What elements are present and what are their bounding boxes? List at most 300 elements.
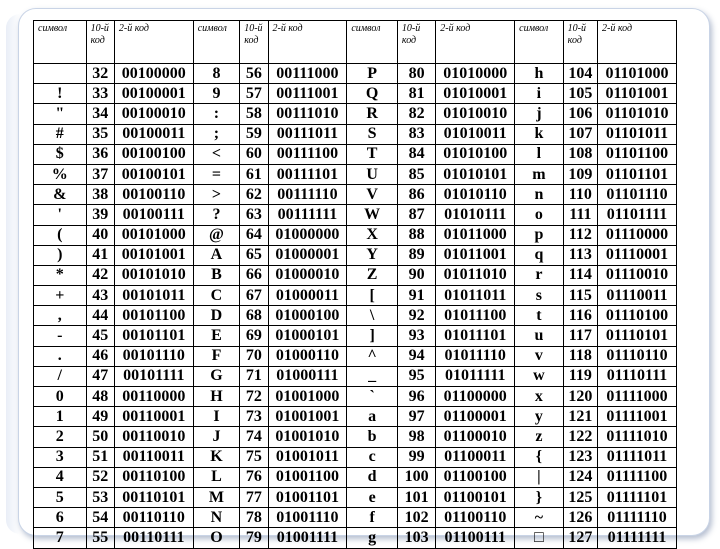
decimal-cell: 73 <box>240 407 268 427</box>
binary-cell: 01101000 <box>598 64 677 84</box>
symbol-cell: C <box>193 286 240 306</box>
binary-cell: 01000111 <box>268 366 347 386</box>
decimal-cell: 92 <box>397 306 435 326</box>
symbol-cell: i <box>515 84 564 104</box>
symbol-cell: ] <box>347 326 398 346</box>
binary-cell: 00110011 <box>114 447 193 467</box>
symbol-cell: x <box>515 387 564 407</box>
symbol-cell: - <box>34 326 87 346</box>
decimal-cell: 46 <box>86 346 114 366</box>
symbol-cell: ( <box>34 225 87 245</box>
decimal-cell: 43 <box>86 286 114 306</box>
binary-cell: 00101100 <box>114 306 193 326</box>
col-header-symbol: символ <box>34 21 87 64</box>
decimal-cell: 38 <box>86 185 114 205</box>
decimal-cell: 74 <box>240 427 268 447</box>
decimal-cell: 113 <box>563 245 597 265</box>
col-header-binary: 2-й код <box>268 21 347 64</box>
decimal-cell: 100 <box>397 467 435 487</box>
binary-cell: 00101001 <box>114 245 193 265</box>
decimal-cell: 59 <box>240 124 268 144</box>
decimal-cell: 114 <box>563 265 597 285</box>
binary-cell: 01100111 <box>436 528 515 548</box>
decimal-cell: 70 <box>240 346 268 366</box>
symbol-cell: A <box>193 245 240 265</box>
binary-cell: 01010101 <box>436 164 515 184</box>
binary-cell: 01111111 <box>598 528 677 548</box>
symbol-cell: \ <box>347 306 398 326</box>
decimal-cell: 72 <box>240 387 268 407</box>
symbol-cell: m <box>515 164 564 184</box>
symbol-cell: a <box>347 407 398 427</box>
symbol-cell: X <box>347 225 398 245</box>
binary-cell: 00111111 <box>268 205 347 225</box>
decimal-cell: 103 <box>397 528 435 548</box>
binary-cell: 01111011 <box>598 447 677 467</box>
symbol-cell: / <box>34 366 87 386</box>
binary-cell: 00110111 <box>114 528 193 548</box>
binary-cell: 01011010 <box>436 265 515 285</box>
decimal-cell: 120 <box>563 387 597 407</box>
decimal-cell: 82 <box>397 104 435 124</box>
table-row <box>34 124 677 144</box>
symbol-cell: 6 <box>34 508 87 528</box>
decimal-cell: 34 <box>86 104 114 124</box>
symbol-cell: E <box>193 326 240 346</box>
binary-cell: 01010110 <box>436 185 515 205</box>
decimal-cell: 84 <box>397 144 435 164</box>
binary-cell: 00100100 <box>114 144 193 164</box>
binary-cell: 01010011 <box>436 124 515 144</box>
decimal-cell: 69 <box>240 326 268 346</box>
col-header-symbol: символ <box>193 21 240 64</box>
symbol-cell: f <box>347 508 398 528</box>
symbol-cell: & <box>34 185 87 205</box>
symbol-cell: d <box>347 467 398 487</box>
decimal-cell: 53 <box>86 487 114 507</box>
symbol-cell: U <box>347 164 398 184</box>
decimal-cell: 85 <box>397 164 435 184</box>
decimal-cell: 111 <box>563 205 597 225</box>
decimal-cell: 91 <box>397 286 435 306</box>
binary-cell: 01111001 <box>598 407 677 427</box>
decimal-cell: 37 <box>86 164 114 184</box>
decimal-cell: 123 <box>563 447 597 467</box>
binary-cell: 01110101 <box>598 326 677 346</box>
decimal-cell: 66 <box>240 265 268 285</box>
binary-cell: 01000101 <box>268 326 347 346</box>
symbol-cell: Z <box>347 265 398 285</box>
symbol-cell: g <box>347 528 398 548</box>
binary-cell: 00111011 <box>268 124 347 144</box>
binary-cell: 01011100 <box>436 306 515 326</box>
binary-cell: 00101101 <box>114 326 193 346</box>
symbol-cell: n <box>515 185 564 205</box>
binary-cell: 01111000 <box>598 387 677 407</box>
binary-cell: 01100101 <box>436 487 515 507</box>
binary-cell: 00111001 <box>268 84 347 104</box>
binary-cell: 00100010 <box>114 104 193 124</box>
col-header-binary: 2-й код <box>114 21 193 64</box>
binary-cell: 01001100 <box>268 467 347 487</box>
binary-cell: 01110000 <box>598 225 677 245</box>
binary-cell: 01111100 <box>598 467 677 487</box>
header-row <box>34 21 677 64</box>
decimal-cell: 110 <box>563 185 597 205</box>
symbol-cell: . <box>34 346 87 366</box>
symbol-cell: s <box>515 286 564 306</box>
symbol-cell: } <box>515 487 564 507</box>
decimal-cell: 125 <box>563 487 597 507</box>
symbol-cell: h <box>515 64 564 84</box>
binary-cell: 00101010 <box>114 265 193 285</box>
decimal-cell: 109 <box>563 164 597 184</box>
symbol-cell: j <box>515 104 564 124</box>
symbol-cell: : <box>193 104 240 124</box>
binary-cell: 01101001 <box>598 84 677 104</box>
symbol-cell: < <box>193 144 240 164</box>
binary-cell: 00110100 <box>114 467 193 487</box>
decimal-cell: 126 <box>563 508 597 528</box>
decimal-cell: 39 <box>86 205 114 225</box>
symbol-cell: t <box>515 306 564 326</box>
decimal-cell: 68 <box>240 306 268 326</box>
decimal-cell: 42 <box>86 265 114 285</box>
decimal-cell: 102 <box>397 508 435 528</box>
decimal-cell: 116 <box>563 306 597 326</box>
symbol-cell: G <box>193 366 240 386</box>
binary-cell: 01000010 <box>268 265 347 285</box>
binary-cell: 00111101 <box>268 164 347 184</box>
binary-cell: 01100010 <box>436 427 515 447</box>
binary-cell: 01010100 <box>436 144 515 164</box>
col-header-binary: 2-й код <box>436 21 515 64</box>
decimal-cell: 71 <box>240 366 268 386</box>
binary-cell: 00111100 <box>268 144 347 164</box>
symbol-cell: J <box>193 427 240 447</box>
binary-cell: 01001000 <box>268 387 347 407</box>
symbol-cell: v <box>515 346 564 366</box>
symbol-cell: M <box>193 487 240 507</box>
decimal-cell: 121 <box>563 407 597 427</box>
binary-cell: 01001110 <box>268 508 347 528</box>
binary-cell: 01010000 <box>436 64 515 84</box>
table-row <box>34 104 677 124</box>
binary-cell: 01001101 <box>268 487 347 507</box>
binary-cell: 01001111 <box>268 528 347 548</box>
binary-cell: 00110110 <box>114 508 193 528</box>
binary-cell: 01000000 <box>268 225 347 245</box>
binary-cell: 01100100 <box>436 467 515 487</box>
decimal-cell: 76 <box>240 467 268 487</box>
symbol-cell: ? <box>193 205 240 225</box>
decimal-cell: 50 <box>86 427 114 447</box>
symbol-cell: 0 <box>34 387 87 407</box>
symbol-cell: 9 <box>193 84 240 104</box>
symbol-cell: N <box>193 508 240 528</box>
decimal-cell: 63 <box>240 205 268 225</box>
symbol-cell: 2 <box>34 427 87 447</box>
symbol-cell: P <box>347 64 398 84</box>
decimal-cell: 52 <box>86 467 114 487</box>
table-row <box>34 265 677 285</box>
symbol-cell: 7 <box>34 528 87 548</box>
decimal-cell: 60 <box>240 144 268 164</box>
binary-cell: 01101100 <box>598 144 677 164</box>
binary-cell: 01001011 <box>268 447 347 467</box>
symbol-cell: l <box>515 144 564 164</box>
symbol-cell: R <box>347 104 398 124</box>
symbol-cell: W <box>347 205 398 225</box>
decimal-cell: 36 <box>86 144 114 164</box>
decimal-cell: 124 <box>563 467 597 487</box>
decimal-cell: 119 <box>563 366 597 386</box>
decimal-cell: 106 <box>563 104 597 124</box>
symbol-cell: ) <box>34 245 87 265</box>
symbol-cell: r <box>515 265 564 285</box>
decimal-cell: 78 <box>240 508 268 528</box>
binary-cell: 00100000 <box>114 64 193 84</box>
binary-cell: 00110101 <box>114 487 193 507</box>
symbol-cell: 4 <box>34 467 87 487</box>
symbol-cell: 5 <box>34 487 87 507</box>
col-header-symbol: символ <box>515 21 564 64</box>
symbol-cell: * <box>34 265 87 285</box>
binary-cell: 01000011 <box>268 286 347 306</box>
decimal-cell: 108 <box>563 144 597 164</box>
symbol-cell: u <box>515 326 564 346</box>
binary-cell: 01110011 <box>598 286 677 306</box>
decimal-cell: 56 <box>240 64 268 84</box>
symbol-cell: Y <box>347 245 398 265</box>
decimal-cell: 127 <box>563 528 597 548</box>
decimal-cell: 101 <box>397 487 435 507</box>
ascii-code-table <box>33 20 677 549</box>
decimal-cell: 89 <box>397 245 435 265</box>
binary-cell: 00111110 <box>268 185 347 205</box>
binary-cell: 00100101 <box>114 164 193 184</box>
binary-cell: 01110001 <box>598 245 677 265</box>
decimal-cell: 97 <box>397 407 435 427</box>
decimal-cell: 40 <box>86 225 114 245</box>
col-header-decimal: 10-й код <box>397 21 435 64</box>
binary-cell: 01001001 <box>268 407 347 427</box>
decimal-cell: 75 <box>240 447 268 467</box>
decimal-cell: 90 <box>397 265 435 285</box>
symbol-cell: = <box>193 164 240 184</box>
symbol-cell: Q <box>347 84 398 104</box>
binary-cell: 01100001 <box>436 407 515 427</box>
decimal-cell: 95 <box>397 366 435 386</box>
symbol-cell: 8 <box>193 64 240 84</box>
decimal-cell: 64 <box>240 225 268 245</box>
binary-cell: 01011011 <box>436 286 515 306</box>
symbol-cell: , <box>34 306 87 326</box>
decimal-cell: 51 <box>86 447 114 467</box>
table-row <box>34 185 677 205</box>
table-row <box>34 387 677 407</box>
decimal-cell: 115 <box>563 286 597 306</box>
decimal-cell: 98 <box>397 427 435 447</box>
symbol-cell: b <box>347 427 398 447</box>
col-header-decimal: 10-й код <box>240 21 268 64</box>
binary-cell: 01100011 <box>436 447 515 467</box>
binary-cell: 01011101 <box>436 326 515 346</box>
binary-cell: 01100110 <box>436 508 515 528</box>
table-row <box>34 427 677 447</box>
binary-cell: 01110111 <box>598 366 677 386</box>
symbol-cell: S <box>347 124 398 144</box>
col-header-symbol: символ <box>347 21 398 64</box>
binary-cell: 01011001 <box>436 245 515 265</box>
decimal-cell: 96 <box>397 387 435 407</box>
binary-cell: 00110001 <box>114 407 193 427</box>
binary-cell: 01101010 <box>598 104 677 124</box>
symbol-cell: q <box>515 245 564 265</box>
binary-cell: 01101011 <box>598 124 677 144</box>
decimal-cell: 47 <box>86 366 114 386</box>
decimal-cell: 118 <box>563 346 597 366</box>
binary-cell: 00101011 <box>114 286 193 306</box>
table-row <box>34 144 677 164</box>
symbol-cell: y <box>515 407 564 427</box>
table-row <box>34 326 677 346</box>
symbol-cell: D <box>193 306 240 326</box>
binary-cell: 01000001 <box>268 245 347 265</box>
binary-cell: 01001010 <box>268 427 347 447</box>
table-row <box>34 508 677 528</box>
table-row <box>34 528 677 548</box>
decimal-cell: 77 <box>240 487 268 507</box>
decimal-cell: 86 <box>397 185 435 205</box>
decimal-cell: 67 <box>240 286 268 306</box>
table-row <box>34 164 677 184</box>
binary-cell: 01101101 <box>598 164 677 184</box>
table-row <box>34 447 677 467</box>
symbol-cell: o <box>515 205 564 225</box>
binary-cell: 01010010 <box>436 104 515 124</box>
symbol-cell: 3 <box>34 447 87 467</box>
symbol-cell: { <box>515 447 564 467</box>
symbol-cell: k <box>515 124 564 144</box>
symbol-cell: 1 <box>34 407 87 427</box>
table-row <box>34 225 677 245</box>
col-header-binary: 2-й код <box>598 21 677 64</box>
decimal-cell: 99 <box>397 447 435 467</box>
symbol-cell: ! <box>34 84 87 104</box>
table-row <box>34 205 677 225</box>
table-row <box>34 407 677 427</box>
binary-cell: 01000100 <box>268 306 347 326</box>
binary-cell: 01111110 <box>598 508 677 528</box>
decimal-cell: 65 <box>240 245 268 265</box>
symbol-cell: I <box>193 407 240 427</box>
table-row <box>34 286 677 306</box>
decimal-cell: 41 <box>86 245 114 265</box>
binary-cell: 01010001 <box>436 84 515 104</box>
symbol-cell: B <box>193 265 240 285</box>
binary-cell: 01101111 <box>598 205 677 225</box>
decimal-cell: 88 <box>397 225 435 245</box>
decimal-cell: 93 <box>397 326 435 346</box>
symbol-cell: K <box>193 447 240 467</box>
decimal-cell: 58 <box>240 104 268 124</box>
symbol-cell: % <box>34 164 87 184</box>
symbol-cell: e <box>347 487 398 507</box>
symbol-cell: @ <box>193 225 240 245</box>
symbol-cell: + <box>34 286 87 306</box>
decimal-cell: 107 <box>563 124 597 144</box>
binary-cell: 01111010 <box>598 427 677 447</box>
table-row <box>34 467 677 487</box>
decimal-cell: 122 <box>563 427 597 447</box>
symbol-cell: V <box>347 185 398 205</box>
binary-cell: 01011110 <box>436 346 515 366</box>
binary-cell: 01000110 <box>268 346 347 366</box>
decimal-cell: 55 <box>86 528 114 548</box>
symbol-cell: ` <box>347 387 398 407</box>
symbol-cell: F <box>193 346 240 366</box>
table-body <box>34 64 677 549</box>
symbol-cell: [ <box>347 286 398 306</box>
binary-cell: 01110100 <box>598 306 677 326</box>
decimal-cell: 45 <box>86 326 114 346</box>
table-row <box>34 245 677 265</box>
symbol-cell: ~ <box>515 508 564 528</box>
col-header-decimal: 10-й код <box>86 21 114 64</box>
binary-cell: 00111010 <box>268 104 347 124</box>
symbol-cell: O <box>193 528 240 548</box>
symbol-cell: _ <box>347 366 398 386</box>
symbol-cell: □ <box>515 528 564 548</box>
decimal-cell: 83 <box>397 124 435 144</box>
decimal-cell: 33 <box>86 84 114 104</box>
decimal-cell: 80 <box>397 64 435 84</box>
decimal-cell: 117 <box>563 326 597 346</box>
binary-cell: 00100110 <box>114 185 193 205</box>
binary-cell: 00100011 <box>114 124 193 144</box>
symbol-cell: p <box>515 225 564 245</box>
decimal-cell: 54 <box>86 508 114 528</box>
table-row <box>34 487 677 507</box>
symbol-cell: | <box>515 467 564 487</box>
symbol-cell: w <box>515 366 564 386</box>
binary-cell: 00110000 <box>114 387 193 407</box>
binary-cell: 01110110 <box>598 346 677 366</box>
symbol-cell: H <box>193 387 240 407</box>
binary-cell: 00101110 <box>114 346 193 366</box>
symbol-cell: T <box>347 144 398 164</box>
decimal-cell: 105 <box>563 84 597 104</box>
decimal-cell: 61 <box>240 164 268 184</box>
col-header-decimal: 10-й код <box>563 21 597 64</box>
decimal-cell: 49 <box>86 407 114 427</box>
symbol-cell: ; <box>193 124 240 144</box>
decimal-cell: 94 <box>397 346 435 366</box>
binary-cell: 01010111 <box>436 205 515 225</box>
symbol-cell <box>34 64 87 84</box>
symbol-cell: $ <box>34 144 87 164</box>
symbol-cell: > <box>193 185 240 205</box>
binary-cell: 01011000 <box>436 225 515 245</box>
symbol-cell: # <box>34 124 87 144</box>
symbol-cell: " <box>34 104 87 124</box>
binary-cell: 00110010 <box>114 427 193 447</box>
binary-cell: 00100001 <box>114 84 193 104</box>
decimal-cell: 62 <box>240 185 268 205</box>
binary-cell: 01110010 <box>598 265 677 285</box>
decimal-cell: 104 <box>563 64 597 84</box>
